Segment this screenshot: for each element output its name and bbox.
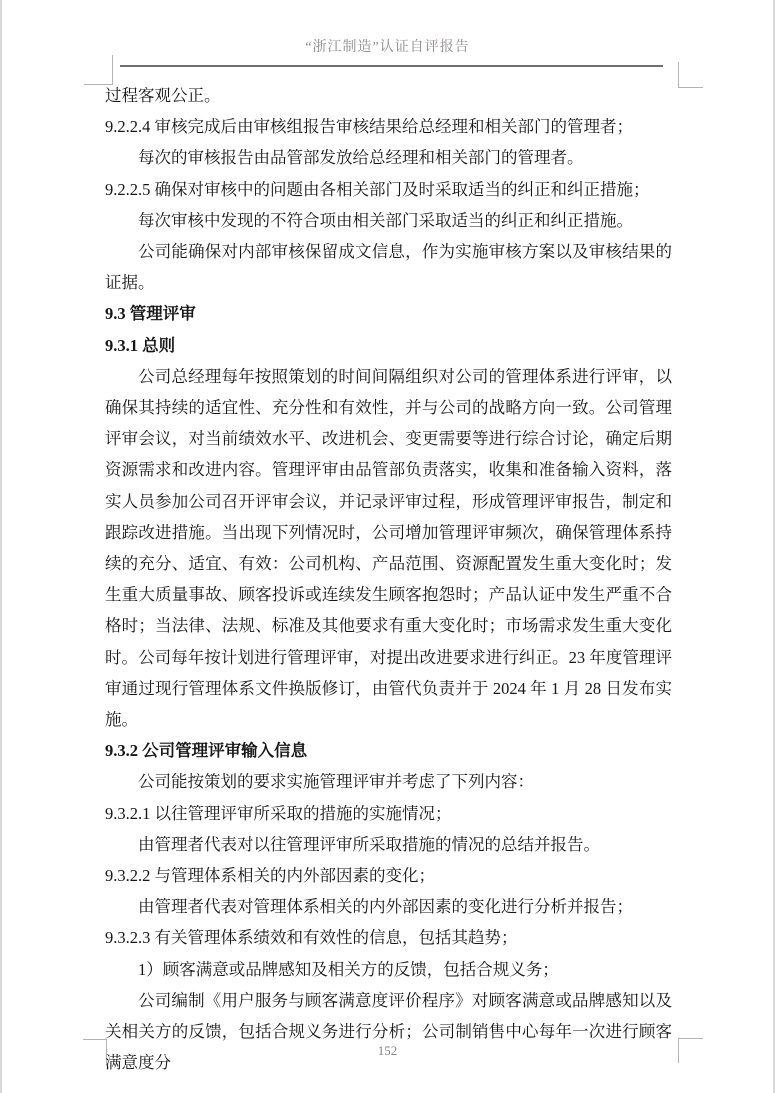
section-9-3-1-body: 公司总经理每年按照策划的时间间隔组织对公司的管理体系进行评审，以确保其持续的适宜性、充分性和有效性，并与公司的战略方向一致。公司管理评审会议，对当前绩效水平、改进机会、变更需要等进行综合讨论，确定后期资源需求和改进内容。管理评审由品管部负责落实，收集和准备输入资料，落实人员参加公司召开评审会议，并记录评审过程，形成管理评审报告，制定和跟踪改进措施。当出现下列情况时，公司增加管理评审频次，确保管理体系持续的充分、适宜、有效：公司机构、产品范围、资源配置发生重大变化时；发生重大质量事故、顾客投诉或连续发生顾客抱怨时；产品认证中发生严重不合格时；当法律、法规、标准及其他要求有重大变化时；市场需求发生重大变化时。公司每年按计划进行管理评审，对提出改进要求进行纠正。23 年度管理评审通过现行管理体系文件换版修订，由管代负责并于 2024 年 1 月 28 日发布实施。 <box>105 366 673 730</box>
clause-9225: 9.2.2.5 确保对审核中的问题由各相关部门及时采取适当的纠正和纠正措施； <box>105 179 650 199</box>
clause-9225-evidence: 公司能确保对内部审核保留成文信息，作为实施审核方案以及审核结果的证据。 <box>105 242 672 293</box>
clause-9323-item-1: 1）顾客满意或品牌感知及相关方的反馈，包括合规义务； <box>138 959 559 979</box>
paragraph-continuation: 过程客观公正。 <box>105 86 221 105</box>
heading-9-3: 9.3 管理评审 <box>105 304 196 324</box>
page-header-title: “浙江制造”认证自评报告 <box>305 40 470 55</box>
page-left-edge <box>0 0 2 1093</box>
clause-9323-item-1-detail: 公司编制《用户服务与顾客满意度评价程序》对顾客满意或品牌感知以及关相关方的反馈，包括合规义务进行分析；公司制销售中心每年一次进行顾客满意度分 <box>105 990 672 1073</box>
clause-9322-detail: 由管理者代表对管理体系相关的内外部因素的变化进行分析并报告； <box>138 897 633 917</box>
clause-9323: 9.3.2.3 有关管理体系绩效和有效性的信息，包括其趋势； <box>105 928 518 948</box>
clause-9224: 9.2.2.4 审核完成后由审核组报告审核结果给总经理和相关部门的管理者； <box>105 117 633 137</box>
text-boundary-mark-top-right <box>678 62 703 88</box>
section-9-3-2-intro: 公司能按策划的要求实施管理评审并考虑了下列内容： <box>138 772 534 792</box>
header-rule <box>120 65 663 67</box>
page-number: 152 <box>377 1043 398 1058</box>
clause-9225-detail: 每次审核中发现的不符合项由相关部门采取适当的纠正和纠正措施。 <box>138 210 633 230</box>
clause-9321-detail: 由管理者代表对以往管理评审所采取措施的情况的总结并报告。 <box>138 834 600 854</box>
clause-9321: 9.3.2.1 以往管理评审所采取的措施的实施情况； <box>105 803 452 823</box>
heading-9-3-1: 9.3.1 总则 <box>105 335 176 355</box>
document-body <box>105 80 672 1079</box>
clause-9224-detail: 每次的审核报告由品管部发放给总经理和相关部门的管理者。 <box>138 148 584 168</box>
heading-9-3-2: 9.3.2 公司管理评审输入信息 <box>105 741 308 761</box>
clause-9322: 9.3.2.2 与管理体系相关的内外部因素的变化； <box>105 866 435 886</box>
